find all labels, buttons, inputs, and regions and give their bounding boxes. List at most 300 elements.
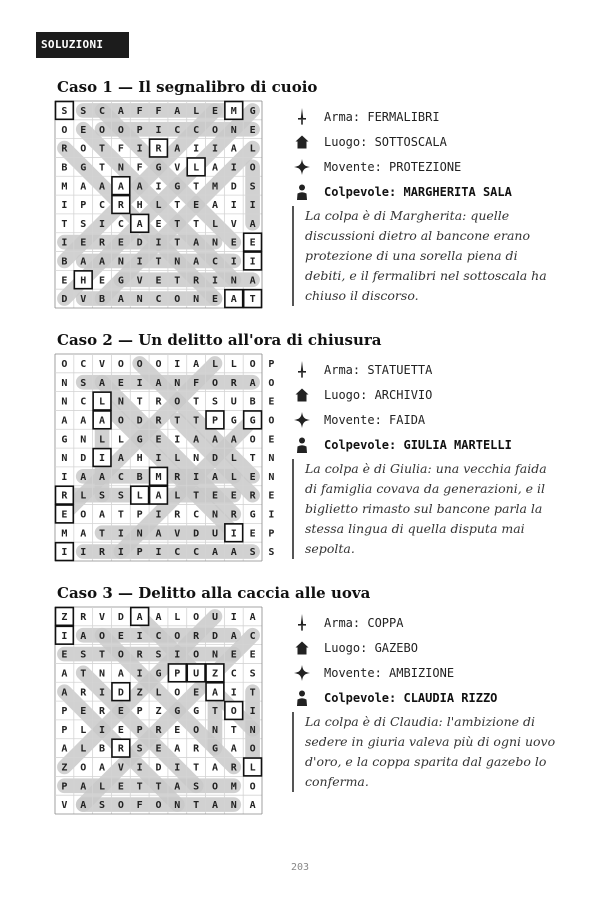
grid-letter: S (80, 106, 87, 118)
grid-letter: L (230, 453, 237, 465)
grid-letter: O (268, 377, 275, 389)
grid-letter: O (174, 294, 181, 306)
grid-letter: A (155, 528, 162, 540)
grid-letter: C (230, 668, 237, 680)
grid-letter: L (80, 743, 87, 755)
grid-letter: T (155, 781, 162, 793)
fact-motive (292, 407, 552, 432)
grid-letter: E (211, 294, 218, 306)
grid-letter: E (249, 471, 256, 483)
grid-letter: E (174, 724, 181, 736)
grid-letter: C (174, 124, 181, 136)
grid-letter: Z (136, 687, 143, 699)
grid-letter: I (193, 471, 200, 483)
grid-letter: I (80, 547, 87, 559)
grid-letter: G (61, 434, 68, 446)
grid-letter: O (193, 724, 200, 736)
grid-letter: V (61, 800, 68, 812)
grid-letter: L (174, 612, 181, 624)
grid-letter: T (99, 649, 106, 661)
grid-letter: N (174, 377, 181, 389)
grid-letter: S (211, 396, 218, 408)
grid-letter: N (99, 668, 106, 680)
grid-letter: S (80, 218, 87, 230)
grid-letter: I (249, 706, 256, 718)
grid-letter: O (155, 359, 162, 371)
grid-letter: P (136, 724, 143, 736)
grid-letter: N (174, 800, 181, 812)
grid-letter: V (230, 218, 237, 230)
grid-letter: I (174, 762, 181, 774)
grid-letter: I (155, 237, 162, 249)
grid-letter: C (155, 294, 162, 306)
grid-letter: N (230, 275, 237, 287)
grid-letter: A (99, 762, 106, 774)
grid-letter: C (211, 256, 218, 268)
grid-letter: P (136, 706, 143, 718)
grid-letter: A (249, 377, 256, 389)
grid-letter: O (249, 781, 256, 793)
grid-letter: C (193, 509, 200, 521)
grid-letter: I (193, 143, 200, 155)
grid-letter: T (136, 396, 143, 408)
fact-motive (292, 660, 552, 685)
grid-letter: P (80, 200, 87, 212)
grid-letter: I (99, 453, 106, 465)
grid-letter: E (230, 490, 237, 502)
grid-letter: C (80, 359, 87, 371)
grid-letter: B (136, 471, 143, 483)
grid-letter: P (61, 781, 68, 793)
grid-letter: E (249, 528, 256, 540)
fact-weapon (292, 610, 552, 635)
grid-letter: E (155, 743, 162, 755)
grid-letter: E (117, 724, 124, 736)
grid-letter: E (193, 200, 200, 212)
grid-letter: A (211, 471, 218, 483)
grid-svg (54, 606, 263, 815)
grid-letter: L (230, 471, 237, 483)
grid-letter: U (230, 396, 237, 408)
grid-letter: R (249, 490, 256, 502)
grid-letter: N (117, 396, 124, 408)
grid-letter: D (136, 237, 143, 249)
house-icon (292, 388, 312, 402)
word-search-grid (54, 353, 275, 562)
grid-letter: A (193, 359, 200, 371)
grid-letter: S (99, 490, 106, 502)
grid-letter: N (61, 453, 68, 465)
grid-letter: N (211, 509, 218, 521)
grid-letter: E (268, 434, 275, 446)
fact-weapon-label: Arma: COPPA (324, 615, 404, 630)
grid-letter: O (249, 359, 256, 371)
grid-letter: T (174, 200, 181, 212)
grid-letter: C (99, 200, 106, 212)
grid-letter: N (230, 800, 237, 812)
grid-letter: I (211, 143, 218, 155)
grid-letter: O (249, 434, 256, 446)
grid-letter: T (249, 687, 256, 699)
grid-letter: A (117, 181, 124, 193)
grid-letter: I (230, 528, 237, 540)
grid-letter: O (80, 509, 87, 521)
grid-letter: A (61, 687, 68, 699)
grid-letter: I (61, 471, 68, 483)
grid-letter: F (117, 143, 124, 155)
grid-letter: S (193, 781, 200, 793)
grid-letter: A (117, 294, 124, 306)
fact-motive-label: Movente: FAIDA (324, 412, 426, 427)
fact-culprit-label: Colpevole: GIULIA MARTELLI (324, 437, 512, 452)
grid-letter: A (99, 471, 106, 483)
grid-letter: A (174, 106, 181, 118)
grid-letter: V (80, 294, 87, 306)
grid-letter: I (61, 200, 68, 212)
grid-letter: A (249, 612, 256, 624)
grid-letter: E (155, 434, 162, 446)
grid-letter: E (80, 237, 87, 249)
grid-letter: O (61, 359, 68, 371)
grid-letter: A (230, 434, 237, 446)
grid-letter: O (117, 800, 124, 812)
grid-letter: A (230, 743, 237, 755)
sparkle-icon (292, 412, 312, 428)
grid-letter: D (117, 687, 124, 699)
grid-letter: L (211, 218, 218, 230)
grid-letter: R (155, 415, 162, 427)
grid-letter: S (61, 106, 68, 118)
grid-letter: I (117, 528, 124, 540)
grid-letter: H (80, 275, 87, 287)
grid-letter: L (99, 781, 106, 793)
grid-letter: E (211, 106, 218, 118)
grid-letter: C (155, 630, 162, 642)
sparkle-icon (292, 159, 312, 175)
grid-letter: E (80, 124, 87, 136)
grid-letter: R (230, 377, 237, 389)
grid-letter: N (174, 256, 181, 268)
grid-letter: C (193, 124, 200, 136)
fact-weapon (292, 357, 552, 382)
grid-letter: I (230, 612, 237, 624)
fact-weapon (292, 104, 552, 129)
grid-letter: M (230, 106, 237, 118)
grid-letter: V (136, 275, 143, 287)
grid-letter: L (249, 762, 256, 774)
grid-letter: O (174, 687, 181, 699)
grid-letter: I (174, 649, 181, 661)
grid-letter: A (193, 237, 200, 249)
grid-letter: L (249, 143, 256, 155)
grid-letter: A (61, 415, 68, 427)
grid-letter: C (249, 630, 256, 642)
grid-letter: R (117, 200, 124, 212)
grid-letter: T (249, 453, 256, 465)
grid-letter: A (155, 490, 162, 502)
grid-letter: A (249, 275, 256, 287)
grid-letter: N (211, 237, 218, 249)
grid-letter: T (193, 218, 200, 230)
person-icon (292, 184, 312, 200)
grid-letter: A (155, 377, 162, 389)
grid-letter: L (80, 724, 87, 736)
grid-letter: A (230, 143, 237, 155)
grid-letter: R (193, 630, 200, 642)
grid-letter: A (174, 743, 181, 755)
grid-letter: P (61, 706, 68, 718)
grid-letter: O (211, 377, 218, 389)
grid-letter: T (174, 237, 181, 249)
case-explanation: La colpa è di Margherita: quelle discussioni dietro al bancone erano protezione di una sorella piena di debiti, e il fermalibri nel sottoscala ha chiuso il discorso. (292, 206, 557, 306)
grid-letter: M (61, 181, 68, 193)
grid-letter: A (80, 630, 87, 642)
grid-letter: N (136, 528, 143, 540)
grid-letter: I (230, 256, 237, 268)
grid-letter: O (249, 743, 256, 755)
grid-letter: T (249, 294, 256, 306)
grid-letter: A (117, 106, 124, 118)
grid-letter: C (174, 547, 181, 559)
grid-letter: B (99, 743, 106, 755)
grid-letter: A (249, 218, 256, 230)
grid-letter: T (136, 781, 143, 793)
grid-letter: O (99, 124, 106, 136)
grid-letter: A (61, 668, 68, 680)
fact-place-label: Luogo: SOTTOSCALA (324, 134, 447, 149)
fact-motive (292, 154, 552, 179)
grid-letter: A (80, 471, 87, 483)
grid-letter: I (136, 762, 143, 774)
grid-letter: R (99, 237, 106, 249)
grid-letter: M (230, 781, 237, 793)
grid-letter: I (155, 509, 162, 521)
solutions-tag: SOLUZIONI (36, 32, 129, 58)
grid-letter: T (193, 396, 200, 408)
person-icon (292, 690, 312, 706)
grid-letter: H (136, 453, 143, 465)
grid-letter: V (174, 162, 181, 174)
grid-letter: T (99, 528, 106, 540)
fact-weapon-label: Arma: FERMALIBRI (324, 109, 440, 124)
fact-place-label: Luogo: ARCHIVIO (324, 387, 433, 402)
grid-letter: S (249, 547, 256, 559)
grid-letter: B (61, 162, 68, 174)
grid-letter: F (155, 106, 162, 118)
grid-letter: E (230, 649, 237, 661)
grid-letter: N (61, 396, 68, 408)
grid-letter: F (136, 162, 143, 174)
grid-letter: Z (61, 612, 68, 624)
grid-letter: E (80, 706, 87, 718)
grid-letter: G (174, 706, 181, 718)
grid-letter: Z (61, 762, 68, 774)
grid-letter: S (80, 377, 87, 389)
grid-letter: A (211, 800, 218, 812)
grid-letter: I (249, 256, 256, 268)
grid-letter: I (230, 162, 237, 174)
grid-letter: A (211, 162, 218, 174)
grid-letter: O (80, 143, 87, 155)
grid-letter: P (211, 415, 218, 427)
grid-letter: O (174, 396, 181, 408)
grid-letter: R (193, 275, 200, 287)
grid-letter: T (193, 415, 200, 427)
grid-letter: O (174, 630, 181, 642)
grid-letter: D (61, 294, 68, 306)
grid-letter: O (117, 359, 124, 371)
grid-letter: A (136, 218, 143, 230)
grid-letter: A (230, 294, 237, 306)
grid-letter: U (193, 668, 200, 680)
grid-letter: A (99, 509, 106, 521)
grid-letter: R (80, 612, 87, 624)
grid-letter: V (99, 612, 106, 624)
grid-letter: V (174, 528, 181, 540)
grid-letter: G (155, 162, 162, 174)
grid-letter: E (249, 124, 256, 136)
grid-letter: S (80, 649, 87, 661)
fact-motive-label: Movente: PROTEZIONE (324, 159, 462, 174)
grid-letter: G (136, 434, 143, 446)
grid-letter: A (155, 612, 162, 624)
grid-letter: R (117, 743, 124, 755)
grid-letter: T (99, 143, 106, 155)
grid-letter: O (99, 630, 106, 642)
grid-letter: A (230, 630, 237, 642)
grid-letter: A (80, 800, 87, 812)
grid-letter: T (80, 668, 87, 680)
grid-letter: I (117, 547, 124, 559)
grid-letter: I (249, 200, 256, 212)
page-number: 203 (290, 862, 310, 873)
case-title: Caso 3 — Delitto alla caccia alle uova (57, 584, 371, 602)
grid-letter: E (117, 237, 124, 249)
grid-letter: S (155, 649, 162, 661)
fact-motive-label: Movente: AMBIZIONE (324, 665, 455, 680)
grid-letter: F (136, 106, 143, 118)
grid-letter: L (155, 200, 162, 212)
grid-letter: O (117, 649, 124, 661)
grid-letter: A (193, 434, 200, 446)
grid-letter: O (136, 359, 143, 371)
grid-letter: R (99, 706, 106, 718)
grid-letter: E (268, 396, 275, 408)
case-facts (292, 104, 552, 204)
grid-letter: I (155, 547, 162, 559)
grid-letter: P (136, 124, 143, 136)
grid-letter: A (211, 762, 218, 774)
grid-letter: O (268, 415, 275, 427)
grid-letter: I (230, 687, 237, 699)
grid-letter: I (61, 630, 68, 642)
grid-letter: Z (211, 668, 218, 680)
grid-letter: R (61, 490, 68, 502)
grid-letter: R (193, 743, 200, 755)
grid-letter: R (230, 509, 237, 521)
grid-letter: O (211, 781, 218, 793)
grid-letter: S (249, 181, 256, 193)
grid-letter: T (99, 162, 106, 174)
fact-culprit-label: Colpevole: CLAUDIA RIZZO (324, 690, 498, 705)
grid-letter: E (61, 275, 68, 287)
grid-letter: O (117, 124, 124, 136)
grid-letter: N (117, 162, 124, 174)
grid-letter: R (155, 396, 162, 408)
grid-letter: E (249, 237, 256, 249)
grid-letter: L (174, 490, 181, 502)
grid-letter: A (211, 434, 218, 446)
grid-letter: R (136, 649, 143, 661)
case-3 (0, 584, 600, 834)
grid-letter: I (211, 275, 218, 287)
grid-letter: B (249, 396, 256, 408)
dagger-icon (292, 361, 312, 379)
grid-letter: L (174, 453, 181, 465)
grid-letter: T (174, 218, 181, 230)
grid-letter: I (99, 218, 106, 230)
grid-letter: E (193, 687, 200, 699)
grid-letter: D (155, 762, 162, 774)
grid-letter: D (136, 415, 143, 427)
grid-letter: C (117, 218, 124, 230)
grid-letter: A (211, 687, 218, 699)
grid-letter: R (174, 509, 181, 521)
grid-letter: L (193, 162, 200, 174)
grid-letter: P (268, 359, 275, 371)
grid-letter: U (211, 528, 218, 540)
grid-letter: L (80, 490, 87, 502)
grid-letter: I (230, 200, 237, 212)
grid-letter: N (61, 377, 68, 389)
grid-letter: I (155, 124, 162, 136)
grid-letter: B (61, 256, 68, 268)
grid-letter: R (99, 547, 106, 559)
grid-letter: N (211, 724, 218, 736)
grid-letter: L (117, 434, 124, 446)
grid-letter: P (136, 547, 143, 559)
grid-letter: P (61, 724, 68, 736)
case-explanation: La colpa è di Claudia: l'ambizione di sedere in giuria valeva più di ogni uovo d'oro, e la coppa sparita dal gazebo lo conferma. (292, 712, 557, 792)
grid-letter: B (99, 294, 106, 306)
fact-place-label: Luogo: GAZEBO (324, 640, 418, 655)
house-icon (292, 641, 312, 655)
grid-letter: N (230, 124, 237, 136)
grid-letter: R (230, 762, 237, 774)
grid-letter: A (99, 256, 106, 268)
fact-culprit (292, 685, 552, 710)
fact-culprit-label: Colpevole: MARGHERITA SALA (324, 184, 512, 199)
grid-letter: T (117, 509, 124, 521)
grid-letter: G (230, 415, 237, 427)
grid-letter: I (61, 547, 68, 559)
grid-letter: O (155, 800, 162, 812)
grid-letter: G (249, 415, 256, 427)
grid-letter: C (117, 471, 124, 483)
grid-letter: G (117, 275, 124, 287)
grid-letter: I (136, 377, 143, 389)
grid-letter: N (268, 471, 275, 483)
case-title: Caso 2 — Un delitto all'ora di chiusura (57, 331, 382, 349)
case-facts (292, 357, 552, 457)
grid-letter: N (193, 453, 200, 465)
grid-letter: E (155, 275, 162, 287)
grid-letter: E (249, 649, 256, 661)
grid-letter: C (80, 396, 87, 408)
grid-letter: D (117, 612, 124, 624)
grid-letter: D (80, 453, 87, 465)
grid-letter: I (136, 630, 143, 642)
